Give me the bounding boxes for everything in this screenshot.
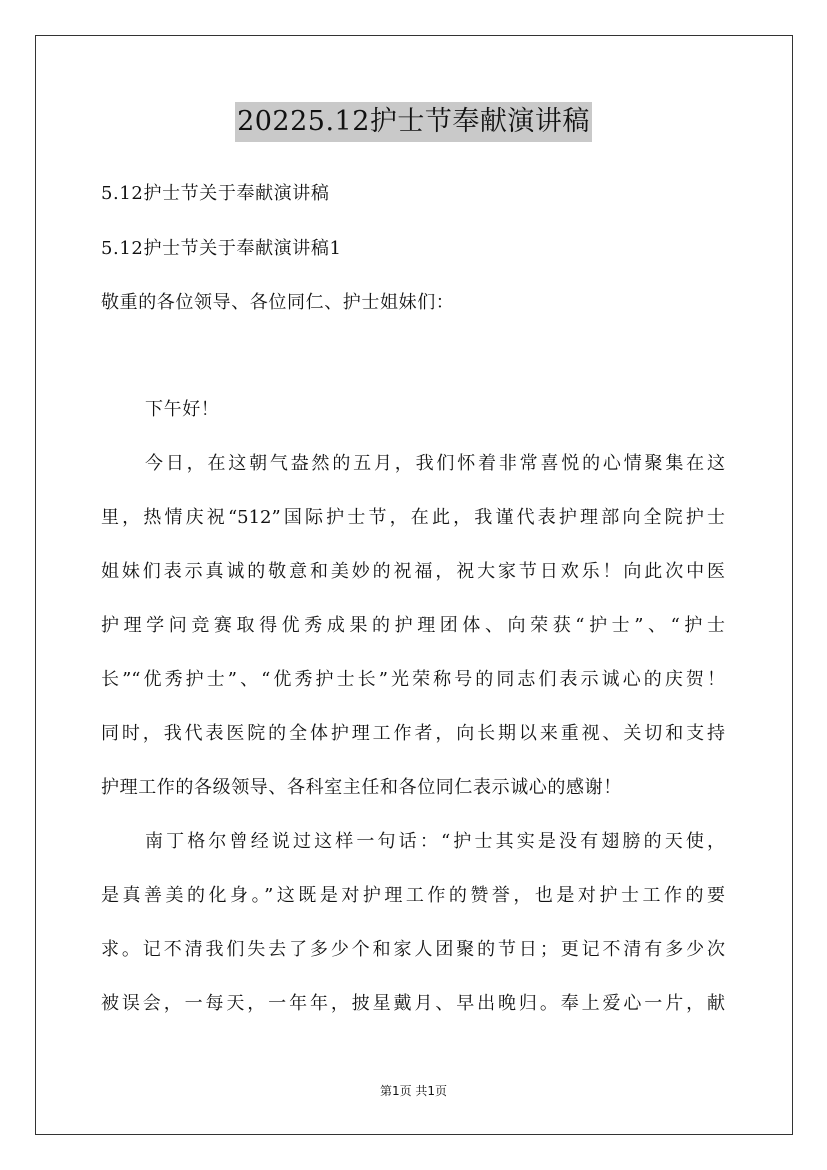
greeting: 下午好！: [145, 399, 220, 420]
subtitle-line: 5.12护士节关于奉献演讲稿: [101, 183, 330, 204]
paragraph-line: 护理学问竞赛取得优秀成果的护理团体、向荣获“护士”、“护士: [101, 615, 725, 636]
document-title: 20225.12护士节奉献演讲稿: [235, 102, 592, 142]
page-footer: 第1页 共1页: [379, 1084, 448, 1098]
paragraph-line: 今日，在这朝气盎然的五月，我们怀着非常喜悦的心情聚集在这: [145, 453, 725, 474]
paragraph-line: 长”“优秀护士”、“优秀护士长”光荣称号的同志们表示诚心的庆贺！: [101, 669, 725, 690]
paragraph-line: 求。记不清我们失去了多少个和家人团聚的节日；更记不清有多少次: [101, 939, 725, 960]
paragraph-line: 里，热情庆祝“512”国际护士节，在此，我谨代表护理部向全院护士: [101, 507, 725, 528]
subtitle-line-1: 5.12护士节关于奉献演讲稿1: [101, 238, 342, 259]
paragraph-line: 同时，我代表医院的全体护理工作者，向长期以来重视、关切和支持: [101, 723, 725, 744]
paragraph-line: 被误会，一每天，一年年，披星戴月、早出晚归。奉上爱心一片，献: [101, 993, 725, 1014]
paragraph-line: 姐妹们表示真诚的敬意和美妙的祝福，祝大家节日欢乐！向此次中医: [101, 561, 725, 582]
paragraph-line: 是真善美的化身。”这既是对护理工作的赞誉，也是对护士工作的要: [101, 885, 725, 906]
salutation: 敬重的各位领导、各位同仁、护士姐妹们：: [101, 292, 455, 313]
title-container: [0, 102, 827, 142]
paragraph-line: 南丁格尔曾经说过这样一句话：“护士其实是没有翅膀的天使，: [145, 831, 725, 852]
paragraph-line: 护理工作的各级领导、各科室主任和各位同仁表示诚心的感谢！: [101, 777, 622, 798]
